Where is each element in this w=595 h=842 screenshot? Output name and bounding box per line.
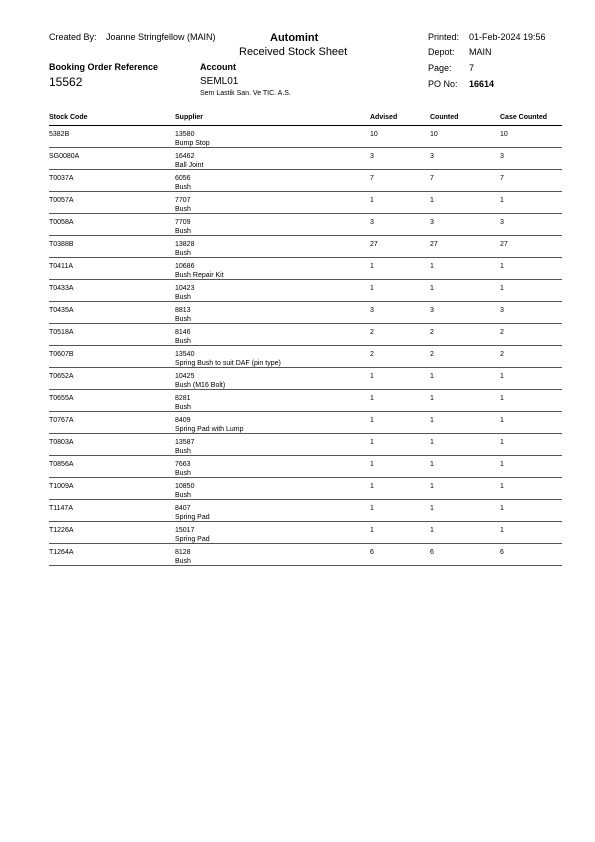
col-header-supplier: Supplier [175, 114, 204, 121]
table-row [49, 390, 562, 412]
table-row [49, 368, 562, 390]
stock-table [49, 114, 562, 566]
supplier-number-cell: 10686 [175, 263, 195, 270]
stock-code-cell: T1226A [49, 527, 74, 534]
col-header-case-counted: Case Counted [500, 114, 548, 121]
counted-cell: 1 [430, 527, 434, 534]
advised-cell: 7 [370, 175, 374, 182]
counted-cell: 3 [430, 219, 434, 226]
table-row [49, 192, 562, 214]
counted-cell: 3 [430, 307, 434, 314]
supplier-description-cell: Bush [175, 316, 191, 323]
supplier-number-cell: 8407 [175, 505, 191, 512]
stock-code-cell: T0411A [49, 263, 73, 270]
account-code: SEML01 [200, 76, 239, 87]
stock-code-cell: T0652A [49, 373, 74, 380]
supplier-number-cell: 13580 [175, 131, 195, 138]
table-row [49, 346, 562, 368]
table-row [49, 544, 562, 566]
counted-cell: 3 [430, 153, 434, 160]
printed-value: 01-Feb-2024 19:56 [469, 32, 546, 42]
supplier-description-cell: Spring Pad [175, 536, 210, 543]
table-row [49, 456, 562, 478]
advised-cell: 1 [370, 461, 374, 468]
table-row [49, 280, 562, 302]
case-counted-cell: 3 [500, 153, 504, 160]
advised-cell: 1 [370, 505, 374, 512]
table-row [49, 478, 562, 500]
case-counted-cell: 1 [500, 373, 504, 380]
counted-cell: 7 [430, 175, 434, 182]
case-counted-cell: 1 [500, 483, 504, 490]
advised-cell: 1 [370, 263, 374, 270]
depot-value: MAIN [469, 47, 492, 57]
document-title: Received Stock Sheet [239, 46, 348, 58]
created-by-value: Joanne Stringfellow (MAIN) [106, 32, 216, 42]
supplier-number-cell: 16462 [175, 153, 195, 160]
supplier-number-cell: 13540 [175, 351, 195, 358]
supplier-description-cell: Spring Pad [175, 514, 210, 521]
supplier-description-cell: Bush [175, 558, 191, 565]
table-row [49, 412, 562, 434]
table-row [49, 236, 562, 258]
col-header-advised: Advised [370, 114, 398, 121]
supplier-description-cell: Bush [175, 470, 191, 477]
page-value: 7 [469, 63, 475, 73]
case-counted-cell: 27 [500, 241, 508, 248]
counted-cell: 1 [430, 505, 434, 512]
advised-cell: 1 [370, 417, 374, 424]
case-counted-cell: 1 [500, 527, 504, 534]
case-counted-cell: 1 [500, 285, 504, 292]
supplier-number-cell: 13587 [175, 439, 195, 446]
stock-code-cell: T0388B [49, 241, 74, 248]
stock-code-cell: T0057A [49, 197, 74, 204]
stock-code-cell: T0767A [49, 417, 74, 424]
advised-cell: 3 [370, 219, 374, 226]
counted-cell: 1 [430, 197, 434, 204]
supplier-description-cell: Bush Repair Kit [175, 272, 224, 279]
case-counted-cell: 2 [500, 351, 504, 358]
counted-cell: 6 [430, 549, 434, 556]
table-row [49, 148, 562, 170]
stock-code-cell: T0435A [49, 307, 74, 314]
case-counted-cell: 1 [500, 417, 504, 424]
table-row [49, 258, 562, 280]
supplier-description-cell: Spring Pad with Lump [175, 426, 244, 433]
supplier-number-cell: 7707 [175, 197, 191, 204]
advised-cell: 2 [370, 329, 374, 336]
advised-cell: 1 [370, 527, 374, 534]
advised-cell: 1 [370, 373, 374, 380]
supplier-number-cell: 15017 [175, 527, 195, 534]
supplier-number-cell: 7709 [175, 219, 191, 226]
supplier-number-cell: 6056 [175, 175, 191, 182]
stock-code-cell: T0433A [49, 285, 74, 292]
counted-cell: 1 [430, 263, 434, 270]
booking-ref-label: Booking Order Reference [49, 62, 159, 72]
case-counted-cell: 3 [500, 219, 504, 226]
counted-cell: 1 [430, 285, 434, 292]
advised-cell: 3 [370, 307, 374, 314]
supplier-number-cell: 8128 [175, 549, 191, 556]
supplier-number-cell: 7663 [175, 461, 191, 468]
counted-cell: 2 [430, 329, 434, 336]
supplier-description-cell: Bush [175, 228, 191, 235]
po-label: PO No: [428, 79, 458, 89]
case-counted-cell: 1 [500, 439, 504, 446]
stock-code-cell: T0803A [49, 439, 74, 446]
table-row [49, 324, 562, 346]
supplier-description-cell: Spring Bush to suit DAF (pin type) [175, 360, 281, 367]
counted-cell: 1 [430, 461, 434, 468]
case-counted-cell: 6 [500, 549, 504, 556]
supplier-description-cell: Bush [175, 250, 191, 257]
advised-cell: 6 [370, 549, 374, 556]
table-row [49, 302, 562, 324]
stock-code-cell: T0518A [49, 329, 74, 336]
stock-code-cell: T1264A [49, 549, 74, 556]
case-counted-cell: 1 [500, 197, 504, 204]
table-row [49, 170, 562, 192]
supplier-description-cell: Bush [175, 404, 191, 411]
supplier-description-cell: Bump Stop [175, 140, 210, 147]
supplier-number-cell: 8146 [175, 329, 191, 336]
po-value: 16614 [469, 79, 495, 89]
counted-cell: 1 [430, 373, 434, 380]
counted-cell: 10 [430, 131, 438, 138]
printed-label: Printed: [428, 32, 460, 42]
stock-code-cell: T1009A [49, 483, 74, 490]
page-label: Page: [428, 63, 452, 73]
table-row [49, 522, 562, 544]
supplier-description-cell: Bush [175, 206, 191, 213]
created-by-label: Created By: [49, 32, 97, 42]
case-counted-cell: 10 [500, 131, 508, 138]
counted-cell: 1 [430, 439, 434, 446]
col-header-stock-code: Stock Code [49, 114, 88, 121]
supplier-number-cell: 10850 [175, 483, 195, 490]
counted-cell: 1 [430, 395, 434, 402]
table-row [49, 214, 562, 236]
advised-cell: 1 [370, 483, 374, 490]
supplier-description-cell: Bush [175, 448, 191, 455]
table-row [49, 434, 562, 456]
case-counted-cell: 3 [500, 307, 504, 314]
stock-code-cell: SG0080A [49, 153, 80, 160]
case-counted-cell: 7 [500, 175, 504, 182]
table-body [49, 126, 562, 566]
table-header [49, 114, 562, 126]
account-name: Sem Lastik San. Ve TIC. A.S. [200, 90, 291, 97]
stock-code-cell: T0856A [49, 461, 74, 468]
supplier-description-cell: Bush (M16 Bolt) [175, 382, 226, 389]
col-header-counted: Counted [430, 114, 459, 121]
case-counted-cell: 2 [500, 329, 504, 336]
supplier-number-cell: 13828 [175, 241, 195, 248]
counted-cell: 1 [430, 417, 434, 424]
supplier-description-cell: Bush [175, 294, 191, 301]
advised-cell: 1 [370, 197, 374, 204]
stock-code-cell: T0607B [49, 351, 74, 358]
advised-cell: 1 [370, 395, 374, 402]
supplier-description-cell: Bush [175, 184, 191, 191]
counted-cell: 1 [430, 483, 434, 490]
counted-cell: 27 [430, 241, 438, 248]
case-counted-cell: 1 [500, 461, 504, 468]
supplier-number-cell: 8281 [175, 395, 191, 402]
stock-code-cell: T0037A [49, 175, 74, 182]
supplier-description-cell: Bush [175, 492, 191, 499]
supplier-number-cell: 10425 [175, 373, 195, 380]
table-row [49, 126, 562, 148]
booking-ref-value: 15562 [49, 75, 83, 89]
case-counted-cell: 1 [500, 263, 504, 270]
company-name: Automint [270, 32, 319, 44]
case-counted-cell: 1 [500, 505, 504, 512]
advised-cell: 27 [370, 241, 378, 248]
supplier-description-cell: Bush [175, 338, 191, 345]
advised-cell: 1 [370, 285, 374, 292]
supplier-number-cell: 10423 [175, 285, 195, 292]
stock-code-cell: T1147A [49, 505, 73, 512]
supplier-number-cell: 8813 [175, 307, 191, 314]
account-label: Account [200, 62, 236, 72]
supplier-description-cell: Ball Joint [175, 162, 204, 169]
stock-code-cell: T0655A [49, 395, 74, 402]
stock-code-cell: 5382B [49, 131, 70, 138]
advised-cell: 2 [370, 351, 374, 358]
counted-cell: 2 [430, 351, 434, 358]
advised-cell: 3 [370, 153, 374, 160]
advised-cell: 1 [370, 439, 374, 446]
case-counted-cell: 1 [500, 395, 504, 402]
stock-code-cell: T0058A [49, 219, 74, 226]
supplier-number-cell: 8409 [175, 417, 191, 424]
table-row [49, 500, 562, 522]
depot-label: Depot: [428, 47, 455, 57]
advised-cell: 10 [370, 131, 378, 138]
